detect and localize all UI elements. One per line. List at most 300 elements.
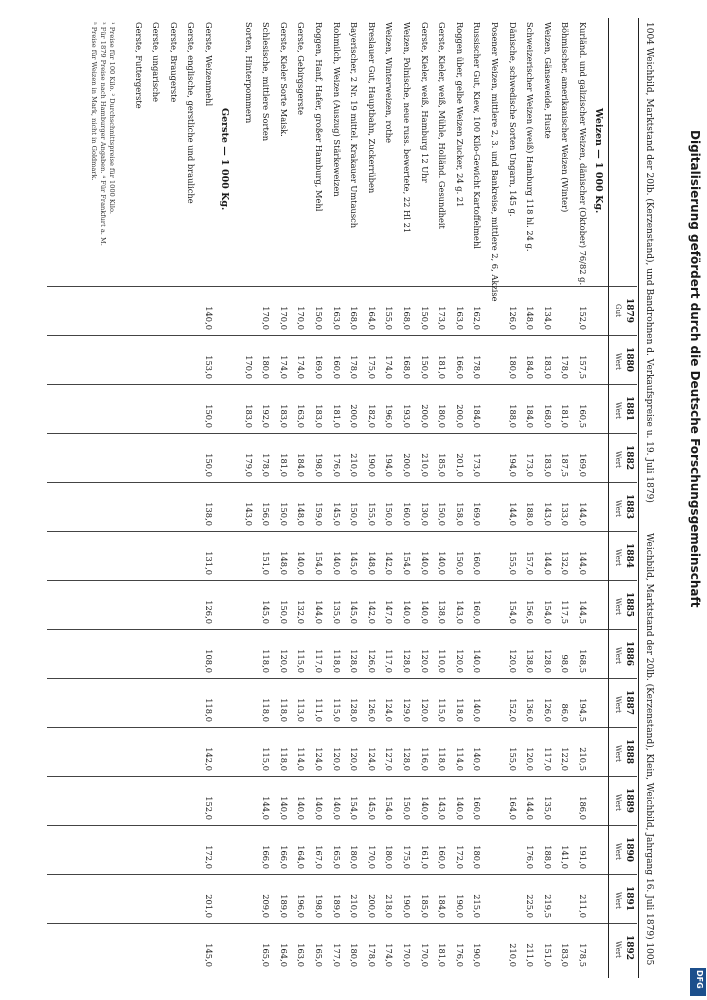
table-cell: 140,0 [278, 796, 289, 820]
table-cell: 210,0 [349, 894, 360, 918]
table-cell: 157,5 [578, 355, 588, 379]
year-header: 1889 [624, 788, 634, 814]
table-cell: 194,0 [384, 453, 395, 477]
table-cell: 140,0 [472, 747, 483, 771]
table-cell: 136,0 [525, 698, 536, 722]
table-cell: 134,0 [542, 306, 553, 330]
year-header: 1885 [624, 592, 634, 618]
table-cell: 162,0 [472, 306, 483, 330]
table-cell: 194,0 [507, 453, 518, 477]
table-cell: 117,0 [384, 649, 395, 673]
unit-marker: Wert [614, 696, 622, 713]
year-header: 1891 [624, 886, 634, 912]
column-rule [47, 335, 637, 336]
column-rule [47, 531, 637, 532]
table-cell: 168,0 [349, 306, 360, 330]
table-cell: 133,0 [560, 502, 571, 526]
table-cell: 150,0 [419, 306, 430, 330]
table-cell: 164,0 [296, 845, 307, 869]
table-cell: 160,5 [578, 404, 588, 428]
row-label: Dänische, schwedische Sorten Ungarn, 145 g. [507, 22, 518, 217]
table-cell: 173,0 [437, 306, 448, 330]
year-rule [608, 18, 609, 978]
table-cell: 180,0 [507, 355, 518, 379]
table-cell: 180,0 [349, 943, 360, 967]
table-cell: 164,0 [366, 306, 377, 330]
table-cell: 124,0 [314, 747, 324, 771]
year-header: 1880 [624, 347, 634, 373]
table-cell: 196,0 [384, 404, 395, 428]
table-cell: 150,0 [314, 306, 324, 330]
row-label: Roggen, Hanf, Hafer, großer Hamburg, Mehl [314, 22, 324, 212]
table-cell: 161,0 [419, 845, 430, 869]
column-rule [47, 678, 637, 679]
dfg-logo-text: DFG [695, 970, 704, 989]
table-cell: 168,5 [578, 649, 588, 673]
table-cell: 160,0 [472, 600, 483, 624]
table-cell: 130,0 [419, 502, 430, 526]
table-cell: 145,0 [331, 502, 342, 526]
table-cell: 118,0 [278, 747, 289, 771]
table-cell: 118,0 [331, 649, 342, 673]
table-cell: 164,0 [507, 796, 518, 820]
table-cell: 144,0 [578, 502, 588, 526]
table-cell: 151,0 [261, 551, 272, 575]
table-cell: 140,0 [437, 551, 448, 575]
table-cell: 177,0 [331, 943, 342, 967]
table-cell: 156,0 [261, 502, 272, 526]
table-cell: 150,0 [384, 502, 395, 526]
table-cell: 153,0 [204, 355, 214, 379]
table-cell: 164,0 [278, 943, 289, 967]
table-cell: 200,0 [419, 404, 430, 428]
table-cell: 187,5 [560, 453, 571, 477]
table-cell: 184,0 [525, 404, 536, 428]
table-cell: 114,0 [454, 747, 465, 771]
table-cell: 165,0 [261, 943, 272, 967]
table-cell: 148,0 [278, 551, 289, 575]
table-cell: 188,0 [542, 845, 553, 869]
table-cell: 181,0 [437, 943, 448, 967]
year-header: 1888 [624, 739, 634, 765]
table-cell: 120,0 [454, 649, 465, 673]
row-label: Schweizerischer Weizen (weiß) Hamburg 118 hl. 24 g. [525, 22, 536, 252]
unit-marker: Wert [614, 402, 622, 419]
rotated-table-page [45, 18, 655, 978]
table-cell: 170,0 [402, 943, 412, 967]
table-cell: 158,0 [454, 502, 465, 526]
header-right: Weichbild, Marktstand der 20lb. (Kerzenstand), Klein, Weichbild, Jahrgang 16. Juli 1879) 1005 [644, 533, 654, 966]
table-cell: 198,0 [314, 894, 324, 918]
table-cell: 210,0 [507, 943, 518, 967]
row-label: Weizen, Polnische, neue russ. bewertete, 22 Hl 21 [402, 22, 412, 234]
table-cell: 169,0 [578, 453, 588, 477]
table-cell: 155,0 [366, 502, 377, 526]
table-cell: 190,0 [472, 943, 483, 967]
year-header: 1892 [624, 935, 634, 961]
year-header: 1882 [624, 445, 634, 471]
table-cell: 135,0 [542, 796, 553, 820]
table-cell: 148,0 [296, 502, 307, 526]
table-cell: 154,0 [402, 551, 412, 575]
table-cell: 174,0 [384, 355, 395, 379]
table-cell: 168,0 [402, 306, 412, 330]
digitization-credit [688, 130, 706, 730]
table-cell: 165,0 [331, 845, 342, 869]
table-cell: 150,0 [204, 453, 214, 477]
table-cell: 170,0 [243, 355, 254, 379]
row-label: Breslauer Gut, Hauptbahn, Zuckerrüben [366, 22, 377, 194]
table-cell: 170,0 [261, 306, 272, 330]
row-label: Gerste, Futtergerste [133, 22, 144, 109]
table-cell: 145,0 [349, 551, 360, 575]
column-rule [47, 629, 637, 630]
table-cell: 167,0 [314, 845, 324, 869]
dfg-logo [690, 968, 706, 996]
unit-marker: Wert [614, 353, 622, 370]
table-cell: 180,0 [261, 355, 272, 379]
table-cell: 143,0 [437, 796, 448, 820]
table-cell: 200,0 [349, 404, 360, 428]
table-cell: 127,0 [384, 747, 395, 771]
table-cell: 178,0 [560, 355, 571, 379]
table-cell: 154,0 [314, 551, 324, 575]
table-cell: 140,0 [454, 796, 465, 820]
table-cell: 113,0 [296, 698, 307, 722]
table-cell: 115,0 [437, 698, 448, 722]
row-label: Gerste, Kieler Sorte Maisk. [278, 22, 289, 137]
table-cell: 183,0 [560, 943, 571, 967]
column-rule [47, 776, 637, 777]
table-cell: 152,0 [507, 698, 518, 722]
header-rule [638, 18, 639, 978]
row-label: Weizen, Gänseweide, Huste [542, 22, 553, 139]
table-cell: 198,0 [314, 453, 324, 477]
table-cell: 126,0 [204, 600, 214, 624]
table-cell: 145,0 [349, 600, 360, 624]
table-cell: 126,0 [366, 649, 377, 673]
table-cell: 144,0 [578, 551, 588, 575]
row-label: Posener Weizen, mittlere 2, 3. und Bankreise, mittlere 2, 6, Akzise [490, 22, 500, 302]
table-cell: 165,0 [314, 943, 324, 967]
table-cell: 156,0 [525, 600, 536, 624]
table-cell: 140,0 [296, 551, 307, 575]
table-cell: 201,0 [204, 894, 214, 918]
table-cell: 115,0 [296, 649, 307, 673]
table-cell: 160,0 [437, 845, 448, 869]
table-cell: 178,0 [472, 355, 483, 379]
year-header: 1884 [624, 543, 634, 569]
table-cell: 194,5 [578, 698, 588, 722]
column-rule [47, 727, 637, 728]
unit-marker: Wert [614, 598, 622, 615]
table-cell: 180,0 [437, 404, 448, 428]
column-rule [47, 923, 637, 924]
row-label: Russischer Gut, Kiew, 100 Kilo-Gewicht Kartoffelmehl [472, 22, 483, 249]
row-label: Gerste, englische, gerstliche und brauliche [186, 22, 197, 204]
table-cell: 166,0 [261, 845, 272, 869]
unit-marker: Wert [614, 843, 622, 860]
table-cell: 98,0 [560, 654, 571, 673]
column-rule [47, 433, 637, 434]
table-cell: 174,0 [296, 355, 307, 379]
table-cell: 124,0 [384, 698, 395, 722]
table-cell: 118,0 [454, 698, 465, 722]
table-cell: 140,0 [419, 551, 430, 575]
table-cell: 173,0 [525, 453, 536, 477]
table-cell: 117,0 [314, 649, 324, 673]
table-cell: 126,0 [542, 698, 553, 722]
table-cell: 118,0 [261, 698, 272, 722]
unit-marker: Wert [614, 892, 622, 909]
table-cell: 178,0 [349, 355, 360, 379]
table-cell: 181,0 [437, 355, 448, 379]
row-label: Böhmischer, amerikanischer Weizen (Winter) [560, 22, 571, 213]
table-cell: 181,0 [331, 404, 342, 428]
table-cell: 140,0 [331, 551, 342, 575]
table-cell: 173,0 [472, 453, 483, 477]
table-cell: 143,0 [243, 502, 254, 526]
column-rule [47, 825, 637, 826]
row-label: Gerste, Weizenmehl [204, 22, 214, 107]
table-cell: 188,0 [525, 502, 536, 526]
table-cell: 148,0 [366, 551, 377, 575]
unit-marker: Wert [614, 794, 622, 811]
unit-marker: Wert [614, 941, 622, 958]
table-cell: 142,0 [204, 747, 214, 771]
table-cell: 132,0 [560, 551, 571, 575]
table-cell: 160,0 [472, 551, 483, 575]
table-cell: 174,0 [278, 355, 289, 379]
table-cell: 155,0 [384, 306, 395, 330]
table-cell: 142,0 [384, 551, 395, 575]
table-cell: 225,0 [525, 894, 536, 918]
table-cell: 196,0 [296, 894, 307, 918]
table-cell: 145,0 [366, 796, 377, 820]
table-cell: 160,0 [472, 796, 483, 820]
row-label: Roggen über, gelbe Weizen Zucker, 24 g. 21 [454, 22, 465, 208]
year-header: 1887 [624, 690, 634, 716]
table-cell: 120,0 [419, 649, 430, 673]
table-cell: 179,0 [243, 453, 254, 477]
row-label: Bayerischer, 2 Nr. 19 mittel. Krakauer Umtausch [349, 22, 360, 229]
unit-marker: Wert [614, 549, 622, 566]
table-cell: 155,0 [507, 551, 518, 575]
table-cell: 140,0 [419, 796, 430, 820]
table-cell: 138,0 [437, 600, 448, 624]
table-cell: 170,0 [296, 306, 307, 330]
table-cell: 120,0 [349, 747, 360, 771]
table-cell: 138,0 [204, 502, 214, 526]
row-label: Weizen, Winterweizen, rothe [384, 22, 395, 144]
table-cell: 131,0 [204, 551, 214, 575]
table-cell: 188,0 [507, 404, 518, 428]
table-cell: 157,0 [525, 551, 536, 575]
table-cell: 128,0 [542, 649, 553, 673]
table-cell: 126,0 [366, 698, 377, 722]
table-cell: 170,0 [366, 845, 377, 869]
table-cell: 183,0 [542, 453, 553, 477]
table-cell: 163,0 [296, 943, 307, 967]
table-cell: 191,0 [578, 845, 588, 869]
table-cell: 128,0 [349, 698, 360, 722]
table-cell: 86,0 [560, 703, 571, 722]
header-left: 1004 Weichbild, Marktstand der 20lb. (Kerzenstand), und Bandrohnen d. Verkaufspreise u. 19. Juli 1879) [644, 22, 654, 503]
table-cell: 172,0 [454, 845, 465, 869]
table-cell: 132,0 [296, 600, 307, 624]
table-cell: 183,0 [542, 355, 553, 379]
table-cell: 160,0 [331, 355, 342, 379]
table-cell: 140,0 [472, 649, 483, 673]
table-cell: 144,0 [261, 796, 272, 820]
table-cell: 166,0 [278, 845, 289, 869]
table-cell: 189,0 [278, 894, 289, 918]
table-cell: 185,0 [419, 894, 430, 918]
table-cell: 176,0 [331, 453, 342, 477]
table-cell: 115,0 [261, 747, 272, 771]
table-cell: 178,5 [578, 943, 588, 967]
table-cell: 118,0 [261, 649, 272, 673]
table-cell: 211,0 [578, 894, 588, 918]
table-cell: 181,0 [560, 404, 571, 428]
page-header [639, 18, 655, 978]
unit-marker: Wert [614, 451, 622, 468]
row-label: Gerste, Gebirgsgerste [296, 22, 307, 116]
row-label: Gerste, Kieler, weiß, Mühle, Holländ. Gesundheit [437, 22, 448, 229]
row-label: Sorten, Hinterpommern [243, 22, 254, 124]
table-cell: 152,0 [578, 306, 588, 330]
table-cell: 211,0 [525, 943, 536, 967]
column-rule [47, 286, 637, 287]
table-cell: 118,0 [437, 747, 448, 771]
table-cell: 140,0 [204, 306, 214, 330]
table-cell: 184,0 [472, 404, 483, 428]
table-cell: 150,0 [402, 796, 412, 820]
table-cell: 174,0 [384, 943, 395, 967]
table-cell: 183,0 [243, 404, 254, 428]
table-cell: 151,0 [542, 943, 553, 967]
unit-marker: Wert [614, 647, 622, 664]
table-cell: 117,0 [542, 747, 553, 771]
table-cell: 180,0 [384, 845, 395, 869]
table-cell: 115,0 [331, 698, 342, 722]
table-cell: 120,0 [507, 649, 518, 673]
table-cell: 210,5 [578, 747, 588, 771]
row-label: Gerste, Kieler, weiß, Hamburg 12 Uhr [419, 22, 430, 183]
table-cell: 117,5 [560, 600, 571, 624]
table-cell: 190,0 [402, 894, 412, 918]
table-cell: 190,0 [454, 894, 465, 918]
row-label: Gerste, ungarische [151, 22, 162, 103]
table-cell: 124,0 [366, 747, 377, 771]
table-cell: 140,0 [472, 698, 483, 722]
table-cell: 184,0 [437, 894, 448, 918]
table-cell: 184,0 [525, 355, 536, 379]
table-cell: 144,0 [542, 551, 553, 575]
table-cell: 163,0 [454, 306, 465, 330]
table-cell: 120,0 [419, 698, 430, 722]
row-label: Schlesische, mittlere Sorten [261, 22, 272, 142]
table-cell: 219,5 [542, 894, 553, 918]
unit-marker: Wert [614, 745, 622, 762]
table-cell: 183,0 [278, 404, 289, 428]
table-cell: 140,0 [314, 796, 324, 820]
row-label: Rohmilch, Weizen (Auszug) Stärkeweizen [331, 22, 342, 197]
table-cell: 144,0 [507, 502, 518, 526]
table-cell: 182,0 [366, 404, 377, 428]
table-cell: 159,0 [314, 502, 324, 526]
column-rule [47, 482, 637, 483]
table-cell: 175,0 [402, 845, 412, 869]
table-cell: 128,0 [402, 649, 412, 673]
table-cell: 150,0 [278, 502, 289, 526]
table-cell: 150,0 [454, 551, 465, 575]
table-cell: 114,0 [296, 747, 307, 771]
table-cell: 138,0 [525, 649, 536, 673]
table-cell: 116,0 [419, 747, 430, 771]
table-cell: 126,0 [507, 306, 518, 330]
table-cell: 176,0 [525, 845, 536, 869]
table-cell: 145,0 [204, 943, 214, 967]
footnote: ⁵ Preise für Weizen in Mark, nicht in Goldmark. [90, 22, 98, 181]
table-cell: 120,0 [278, 649, 289, 673]
table-cell: 154,0 [349, 796, 360, 820]
table-cell: 111,0 [314, 698, 324, 722]
table-cell: 185,0 [437, 453, 448, 477]
table-cell: 190,0 [366, 453, 377, 477]
table-cell: 144,0 [314, 600, 324, 624]
table-cell: 148,0 [525, 306, 536, 330]
table-cell: 178,0 [261, 453, 272, 477]
table-cell: 218,0 [384, 894, 395, 918]
table-cell: 118,0 [278, 698, 289, 722]
table-cell: 154,0 [542, 600, 553, 624]
table-cell: 181,0 [278, 453, 289, 477]
table-cell: 140,0 [296, 796, 307, 820]
section-title: Gerste — 1 000 Kg. [219, 108, 230, 211]
table-cell: 150,0 [278, 600, 289, 624]
table-cell: 168,0 [402, 355, 412, 379]
year-header: 1890 [624, 837, 634, 863]
row-label: Gerste, Braugerste [168, 22, 179, 103]
table-cell: 163,0 [296, 404, 307, 428]
table-cell: 180,0 [472, 845, 483, 869]
table-cell: 169,0 [314, 355, 324, 379]
table-cell: 160,0 [402, 502, 412, 526]
table-cell: 154,0 [507, 600, 518, 624]
table-cell: 209,0 [261, 894, 272, 918]
table-cell: 200,0 [366, 894, 377, 918]
table-cell: 184,0 [296, 453, 307, 477]
table-cell: 163,0 [331, 306, 342, 330]
table-cell: 193,0 [402, 404, 412, 428]
column-rule [47, 580, 637, 581]
unit-marker: Wert [614, 500, 622, 517]
table-cell: 189,0 [331, 894, 342, 918]
table-cell: 143,0 [454, 600, 465, 624]
table-cell: 128,0 [349, 649, 360, 673]
year-header: 1886 [624, 641, 634, 667]
table-cell: 150,0 [204, 404, 214, 428]
footnote: ¹ Preise für 100 Kilo. ² Durchschnittspreise für 1000 Kilo. [108, 22, 116, 214]
column-rule [47, 874, 637, 875]
table-cell: 192,0 [261, 404, 272, 428]
table-cell: 142,0 [366, 600, 377, 624]
table-cell: 200,0 [454, 404, 465, 428]
table-cell: 168,0 [542, 404, 553, 428]
table-cell: 145,0 [261, 600, 272, 624]
table-cell: 175,0 [366, 355, 377, 379]
